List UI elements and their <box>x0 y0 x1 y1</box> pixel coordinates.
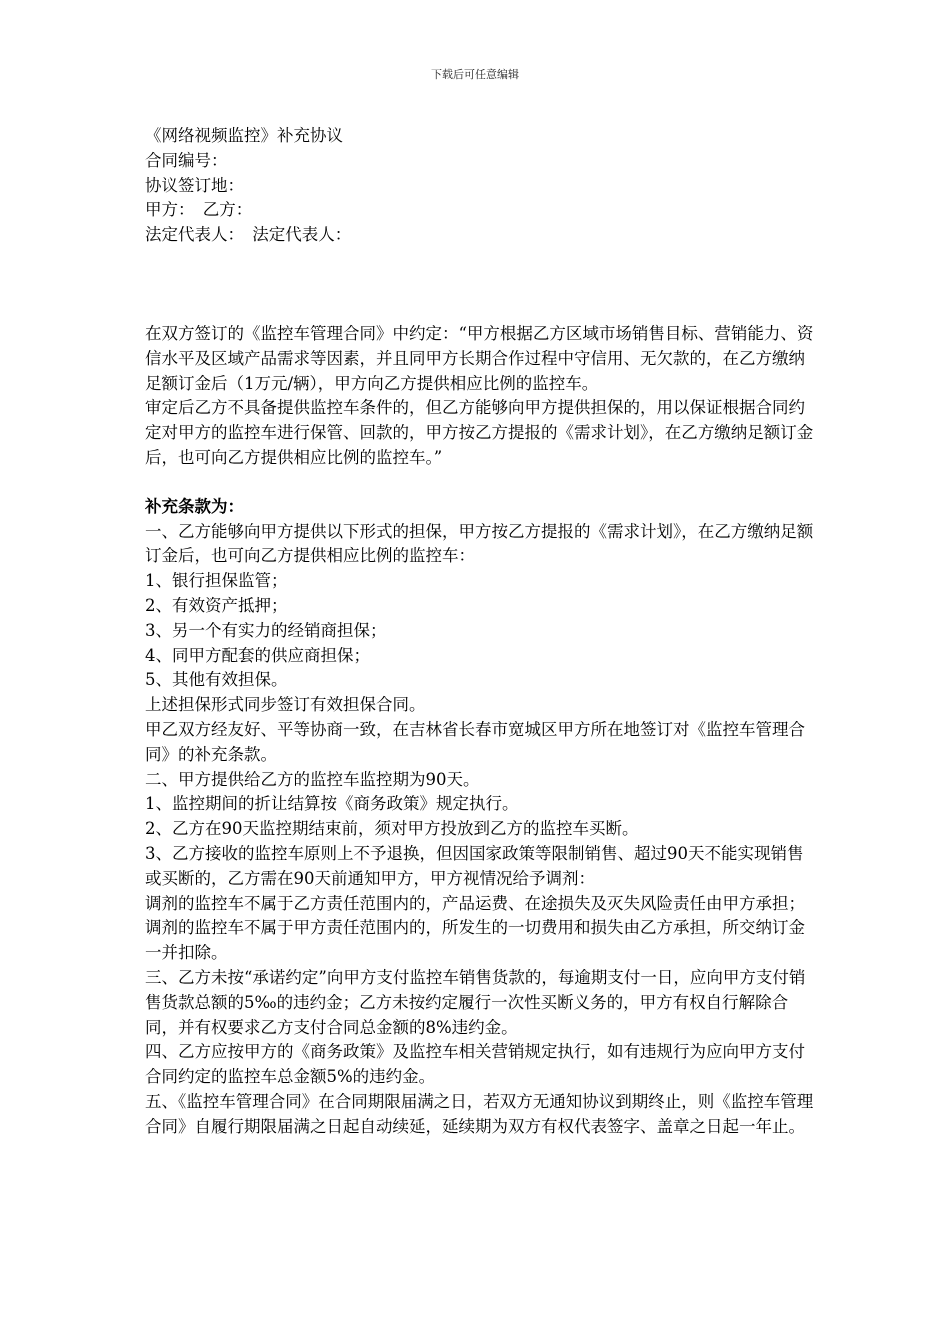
spacer <box>145 471 817 495</box>
signing-place-line: 协议签订地： <box>145 175 244 195</box>
legal-representatives-line: 法定代表人： 法定代表人： <box>145 225 352 245</box>
clause-paragraph: 3、乙方接收的监控车原则上不予退换，但因国家政策等限制销售、超过90天不能实现销售或买断的，乙方需在90天前通知甲方，甲方视情况给予调剂： <box>145 843 804 888</box>
clause-paragraph: 一、乙方能够向甲方提供以下形式的担保，甲方按乙方提报的《需求计划》，在乙方缴纳足额订金后，也可向乙方提供相应比例的监控车： <box>145 521 814 566</box>
page-header-note: 下载后可任意编辑 <box>431 68 519 81</box>
clause-paragraph: 4、同甲方配套的供应商担保； <box>145 645 370 665</box>
document-title: 《网络视频监控》补充协议 <box>145 126 343 145</box>
parties-line: 甲方： 乙方： <box>145 200 253 220</box>
clause-paragraph: 三、乙方未按“承诺约定”向甲方支付监控车销售货款的，每逾期支付一日，应向甲方支付销售货款总额的5‰的违约金；乙方未按约定履行一次性买断义务的，甲方有权自行解除合同，并有权要求乙方支付合同总金额的8%违约金。 <box>145 967 806 1037</box>
clause-paragraph: 上述担保形式同步签订有效担保合同。 <box>145 695 426 715</box>
quote-paragraph: 审定后乙方不具备提供监控车条件的，但乙方能够向甲方提供担保的，用以保证根据合同约定对甲方的监控车进行保管、回款的，甲方按乙方提报的《需求计划》，在乙方缴纳足额订金后，也可向乙方提供相应比例的监控车。” <box>145 398 814 467</box>
clause-paragraph: 五、《监控车管理合同》在合同期限届满之日，若双方无通知协议到期终止，则《监控车管理合同》自履行期限届满之日起自动续延，延续期为双方有权代表签字、盖章之日起一年止。 <box>145 1091 814 1136</box>
contract-number-line: 合同编号： <box>145 150 228 170</box>
clause-paragraph: 3、另一个有实力的经销商担保； <box>145 620 387 640</box>
clause-paragraph: 5、其他有效担保。 <box>145 670 288 690</box>
document-body <box>145 124 817 1139</box>
clause-paragraph: 调剂的监控车不属于乙方责任范围内的，产品运费、在途损失及灭失风险责任由甲方承担； <box>145 893 805 913</box>
clause-paragraph: 二、甲方提供给乙方的监控车监控期为90天。 <box>145 769 480 789</box>
quote-paragraph: 在双方签订的《监控车管理合同》中约定：“甲方根据乙方区域市场销售目标、营销能力、资信水平及区域产品需求等因素，并且同甲方长期合作过程中守信用、无欠款的，在乙方缴纳足额订金后（1万元/辆），甲方向乙方提供相应比例的监控车。 <box>145 323 814 393</box>
clause-paragraph: 甲乙双方经友好、平等协商一致，在吉林省长春市宽城区甲方所在地签订对《监控车管理合同》的补充条款。 <box>145 719 805 764</box>
spacer <box>145 248 817 322</box>
clause-paragraph: 1、银行担保监管； <box>145 571 288 591</box>
clause-paragraph: 2、乙方在90天监控期结束前，须对甲方投放到乙方的监控车买断。 <box>145 819 639 839</box>
clause-paragraph: 四、乙方应按甲方的《商务政策》及监控车相关营销规定执行，如有违规行为应向甲方支付合同约定的监控车总金额5%的违约金。 <box>145 1042 805 1087</box>
clause-paragraph: 1、监控期间的折让结算按《商务政策》规定执行。 <box>145 794 519 814</box>
clause-paragraph: 2、有效资产抵押； <box>145 595 288 615</box>
clause-paragraph: 调剂的监控车不属于甲方责任范围内的，所发生的一切费用和损失由乙方承担，所交纳订金一并扣除。 <box>145 918 805 963</box>
supplement-heading: 补充条款为： <box>145 496 244 516</box>
